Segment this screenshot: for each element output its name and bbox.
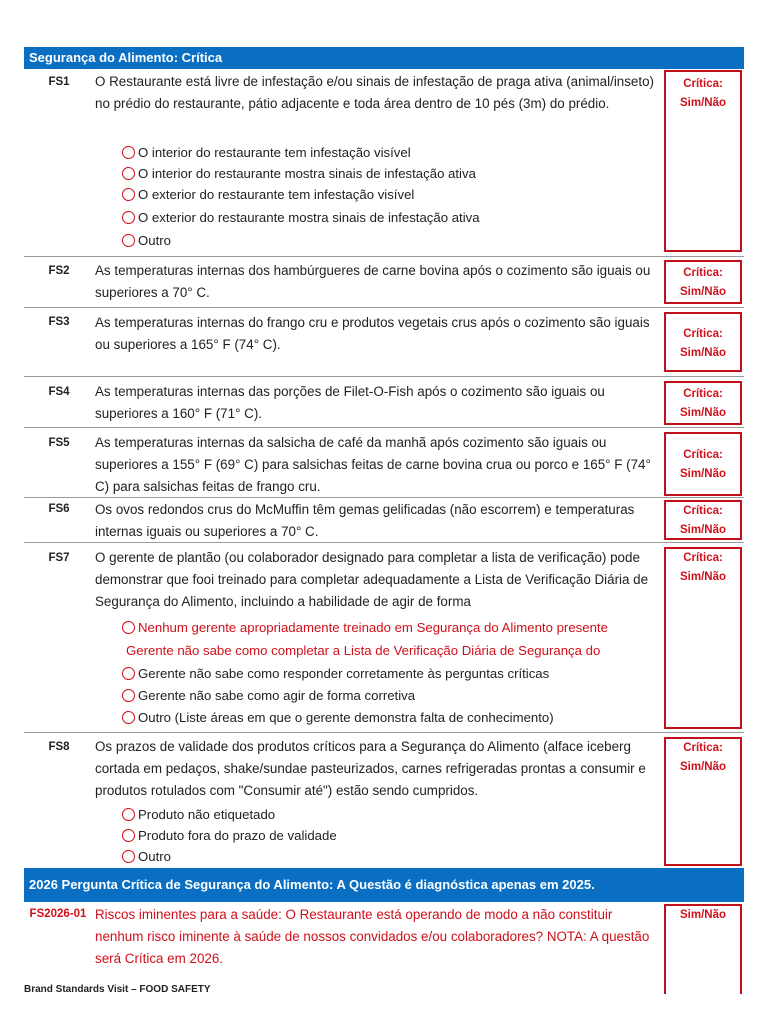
box-value: Sim/Não [679, 407, 726, 419]
row-divider [24, 427, 744, 428]
critical-answer-box[interactable] [664, 737, 742, 866]
item-code: FS2026-01 [29, 908, 87, 920]
option-label-continued: Gerente não sabe como completar a Lista de Verificação Diária de Segurança do [126, 643, 601, 658]
option-radio[interactable] [122, 208, 480, 228]
item-code: FS1 [48, 76, 70, 88]
radio-circle-icon[interactable] [122, 211, 135, 224]
option-label: Produto fora do prazo de validade [138, 828, 337, 843]
option-radio[interactable] [122, 708, 554, 728]
radio-circle-icon[interactable] [122, 829, 135, 842]
option-radio[interactable] [122, 805, 275, 825]
option-radio[interactable] [122, 185, 414, 205]
radio-circle-icon[interactable] [122, 188, 135, 201]
box-label: Crítica: [683, 78, 723, 90]
page-footer: Brand Standards Visit – FOOD SAFETY [24, 984, 211, 995]
box-value: Sim/Não [679, 97, 726, 109]
row-divider [24, 542, 744, 543]
item-code: FS3 [48, 316, 70, 328]
row-divider [24, 497, 744, 498]
row-divider [24, 307, 744, 308]
box-label: Crítica: [683, 388, 723, 400]
item-question: As temperaturas internas da salsicha de café da manhã após cozimento são iguais ou superiores a 155° F (69° C) para salsichas feitas de carne bovina crua ou porco e 165° F (74° C) para salsichas feitas de frango cru. [95, 435, 651, 494]
item-question: Os ovos redondos crus do McMuffin têm gemas gelificadas (não escorrem) e temperaturas internas iguais ou superiores a 70° C. [95, 502, 635, 539]
option-label: O interior do restaurante mostra sinais de infestação ativa [138, 166, 476, 181]
box-label: Crítica: [683, 267, 723, 279]
option-radio[interactable] [122, 618, 608, 638]
box-label: Crítica: [683, 552, 723, 564]
radio-circle-icon[interactable] [122, 167, 135, 180]
row-divider [24, 256, 744, 257]
critical-answer-box[interactable] [664, 260, 742, 304]
option-label: O exterior do restaurante tem infestação visível [138, 187, 415, 202]
option-label: Outro [138, 849, 171, 864]
box-value: Sim/Não [679, 286, 726, 298]
item-code: FS4 [48, 386, 70, 398]
critical-answer-box[interactable] [664, 547, 742, 729]
item-question: Os prazos de validade dos produtos críticos para a Segurança do Alimento (alface iceberg cortada em pedaços, shake/sundae pasteurizados, carnes refrigeradas prontas a consumir e produtos rotulados com "Consumir até") estão sendo cumpridos. [95, 739, 646, 798]
radio-circle-icon[interactable] [122, 621, 135, 634]
box-label: Crítica: [683, 328, 723, 340]
answer-box[interactable] [664, 904, 742, 994]
item-code: FS6 [48, 503, 70, 515]
option-radio[interactable] [122, 664, 549, 684]
critical-answer-box[interactable] [664, 70, 742, 252]
box-value: Sim/Não [679, 347, 726, 359]
box-value: Sim/Não [679, 468, 726, 480]
item-code: FS2 [48, 265, 70, 277]
section-header-2026: 2026 Pergunta Crítica de Segurança do Alimento: A Questão é diagnóstica apenas em 2025. [24, 868, 744, 902]
item-code: FS5 [48, 437, 70, 449]
radio-circle-icon[interactable] [122, 850, 135, 863]
box-value: Sim/Não [679, 524, 726, 536]
option-radio[interactable] [122, 826, 337, 846]
option-label: Gerente não sabe como agir de forma corretiva [138, 688, 416, 703]
item-question: O Restaurante está livre de infestação e/ou sinais de infestação de praga ativa (animal/inseto) no prédio do restaurante, pátio adjacente e toda área dentro de 10 pés (3m) do prédio. [95, 74, 655, 111]
box-value: Sim/Não [679, 909, 726, 921]
radio-circle-icon[interactable] [122, 689, 135, 702]
option-label: Produto não etiquetado [138, 807, 276, 822]
critical-answer-box[interactable] [664, 381, 742, 425]
critical-answer-box[interactable] [664, 500, 742, 540]
critical-answer-box[interactable] [664, 312, 742, 372]
row-divider [24, 376, 744, 377]
item-code: FS7 [48, 552, 70, 564]
option-label: Outro (Liste áreas em que o gerente demonstra falta de conhecimento) [138, 710, 554, 725]
box-value: Sim/Não [679, 571, 726, 583]
item-question: As temperaturas internas do frango cru e produtos vegetais crus após o cozimento são iguais ou superiores a 165° F (74° C). [95, 315, 650, 352]
box-label: Crítica: [683, 505, 723, 517]
box-label: Crítica: [683, 449, 723, 461]
item-question: As temperaturas internas das porções de Filet-O-Fish após o cozimento são iguais ou superiores a 160° F (71° C). [95, 384, 605, 421]
section-header-critical: Segurança do Alimento: Crítica [24, 47, 744, 69]
option-radio[interactable] [122, 231, 171, 251]
box-label: Crítica: [683, 742, 723, 754]
radio-circle-icon[interactable] [122, 667, 135, 680]
item-question: O gerente de plantão (ou colaborador designado para completar a lista de verificação) pode demonstrar que fooi treinado para completar adequadamente a Lista de Verificação Diária de Segurança do Alimento, incluindo a habilidade de agir de forma [95, 550, 649, 609]
item-question: Riscos iminentes para a saúde: O Restaurante está operando de modo a não constituir nenhum risco iminente à saúde de nossos convidados e/ou colaboradores? NOTA: A questão será Crítica em 2026. [95, 907, 650, 966]
radio-circle-icon[interactable] [122, 808, 135, 821]
radio-circle-icon[interactable] [122, 711, 135, 724]
option-radio[interactable] [122, 164, 476, 184]
option-label: O exterior do restaurante mostra sinais de infestação ativa [138, 210, 480, 225]
box-value: Sim/Não [679, 761, 726, 773]
option-radio[interactable] [122, 143, 411, 163]
option-label: Outro [138, 233, 171, 248]
critical-answer-box[interactable] [664, 432, 742, 496]
option-radio[interactable] [122, 847, 171, 867]
option-label: O interior do restaurante tem infestação visível [138, 145, 411, 160]
option-label: Gerente não sabe como responder corretamente às perguntas críticas [138, 666, 550, 681]
option-label: Nenhum gerente apropriadamente treinado em Segurança do Alimento presente [138, 620, 608, 635]
option-radio[interactable] [122, 686, 415, 706]
row-divider [24, 732, 744, 733]
item-code: FS8 [48, 741, 70, 753]
item-question: As temperaturas internas dos hambúrgueres de carne bovina após o cozimento são iguais ou superiores a 70° C. [95, 263, 651, 300]
radio-circle-icon[interactable] [122, 146, 135, 159]
radio-circle-icon[interactable] [122, 234, 135, 247]
